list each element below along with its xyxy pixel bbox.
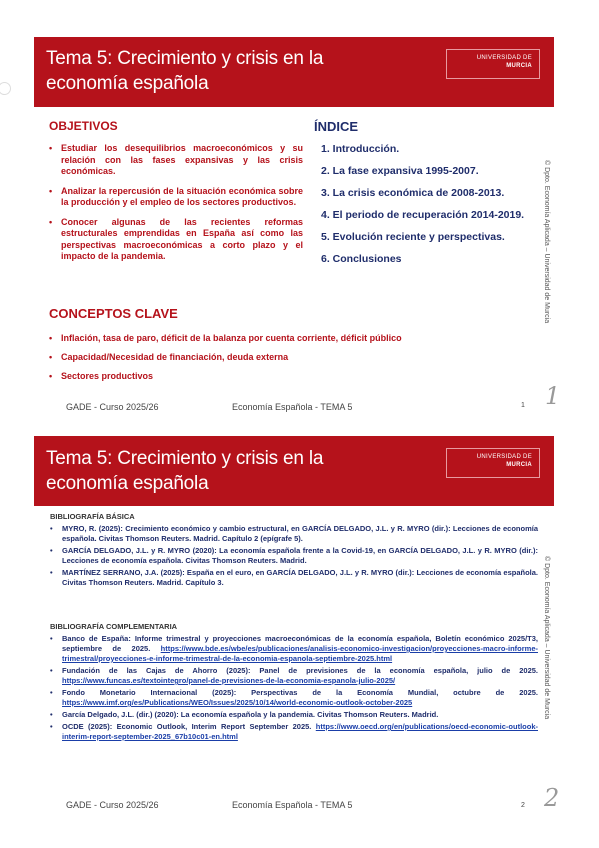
list-item [50,634,538,664]
ref-text: Fondo Monetario Internacional (2025): Perspectivas de la Economía Mundial, octubre de 2025. [62,688,538,697]
university-logo [446,49,540,79]
conceptos-list [49,333,529,390]
slide1-title-line1: Tema 5: Crecimiento y crisis en la [46,48,324,69]
complementaria-heading: BIBLIOGRAFÍA COMPLEMENTARIA [50,622,178,631]
ref-text: García Delgado, J.L. (dir.) (2020): La economía española y la pandemia. Civitas Thomson Reuters. Madrid. [62,710,439,719]
objetivos-heading: OBJETIVOS [49,119,118,133]
ref-text: Banco de España: Informe trimestral y proyecciones macroeconómicas de la economía española, Boletín económico 2025/T3, septiembre de 2025. [62,634,538,653]
slide2-footer-page: 2 [521,802,525,809]
handwritten-page-2: 2 [544,784,560,812]
slide2-title-banner [34,436,554,506]
conceptos-heading: CONCEPTOS CLAVE [49,306,178,321]
objetivos-list [49,143,303,271]
list-item: 1. Introducción. [321,143,400,155]
basica-list [50,524,538,590]
indice-list [321,143,524,275]
logo-line2: MURCIA [506,462,532,468]
list-item: • GARCÍA DELGADO, J.L. y R. MYRO (2020): La economía española frente a la Covid-19, en GARCÍA DELGADO, J.L. y R. MYRO (dir.): Lecciones de economía española. Civitas Thomson Reuters. Madrid. [50,546,538,566]
slide1-footer-center: Economía Española - TEMA 5 [232,402,353,412]
slide1-title [46,46,323,96]
list-item: 6. Conclusiones [321,253,402,265]
slide1-footer-left: GADE - Curso 2025/26 [66,402,159,412]
ref-link[interactable]: https://www.imf.org/es/Publications/WEO/Issues/2025/10/14/world-economic-outlook-october-2025 [62,698,413,707]
slide2-title-line2: economía española [46,473,209,494]
ref-text: Fundación de las Cajas de Ahorro (2025): Panel de previsiones de la economía española, julio de 2025. [62,666,538,675]
basica-heading: BIBLIOGRAFÍA BÁSICA [50,512,135,521]
slide1-title-banner [34,37,554,107]
slide2-footer-center: Economía Española - TEMA 5 [232,800,353,810]
indice-heading: ÍNDICE [314,119,359,134]
list-item: • Inflación, tasa de paro, déficit de la balanza por cuenta corriente, déficit público [49,333,529,343]
list-item: 2. La fase expansiva 1995-2007. [321,165,479,177]
slide1-footer-page: 1 [521,402,525,409]
list-item: • Capacidad/Necesidad de financiación, deuda externa [49,352,529,362]
list-item [50,722,538,742]
slide1-side-copyright: © Dpto. Economía Aplicada – Universidad de Murcia [543,160,550,324]
slide2-side-copyright: © Dpto. Economía Aplicada – Universidad de Murcia [543,556,550,720]
slide2-title-line1: Tema 5: Crecimiento y crisis en la [46,448,324,469]
list-item: • MYRO, R. (2025): Crecimiento económico y cambio estructural, en GARCÍA DELGADO, J.L. y R. MYRO (dir.): Lecciones de economía española. Civitas Thomson Reuters. Madrid. Capítulo 2 (epígrafe 5). [50,524,538,544]
university-logo [446,448,540,478]
logo-line1: UNIVERSIDAD DE [476,55,532,61]
list-item: 5. Evolución reciente y perspectivas. [321,231,505,243]
slide2-title [46,446,323,496]
list-item: 3. La crisis económica de 2008-2013. [321,187,505,199]
ref-text: OCDE (2025): Economic Outlook, Interim Report September 2025. [62,722,316,731]
list-item [50,710,538,720]
list-item: • Analizar la repercusión de la situación económica sobre la producción y el empleo de los sectores productivos. [49,186,303,209]
list-item [50,666,538,686]
slide2-footer-left: GADE - Curso 2025/26 [66,800,159,810]
list-item: 4. El periodo de recuperación 2014-2019. [321,209,525,221]
list-item: • Conocer algunas de las recientes reformas estructurales emprendidas en España así como las perspectivas macroeconómicas a corto plazo y el impacto de la pandemia. [49,217,303,263]
list-item: • MARTÍNEZ SERRANO, J.A. (2025): España en el euro, en GARCÍA DELGADO, J.L. y R. MYRO (dir.): Lecciones de economía española. Civitas Thomson Reuters. Madrid. Capítulo 3. [50,568,538,588]
slide1-title-line2: economía española [46,73,209,94]
ref-link[interactable]: https://www.funcas.es/textointegro/panel-de-previsiones-de-la-economia-espanola-julio-2025/ [62,676,396,685]
logo-line2: MURCIA [506,63,532,69]
ref-link[interactable]: https://www.bde.es/wbe/es/publicaciones/analisis-economico-investigacion/proyecciones-macro-informe-trimestral/proyecciones-e-informe-trimestral-de-la-economia-espanola-septiembre-2025.html [62,644,538,663]
complementaria-list [50,634,538,744]
list-item: • Estudiar los desequilibrios macroeconómicos y su relación con las fases expansivas y las crisis económicas. [49,143,303,178]
handwritten-page-1: 1 [545,382,561,410]
list-item [50,688,538,708]
punch-hole [0,82,11,95]
ref-link[interactable]: https://www.oecd.org/en/publications/oecd-economic-outlook-interim-report-september-2025_67b10c01-en.html [62,722,538,741]
list-item: • Sectores productivos [49,371,529,381]
logo-line1: UNIVERSIDAD DE [476,454,532,460]
